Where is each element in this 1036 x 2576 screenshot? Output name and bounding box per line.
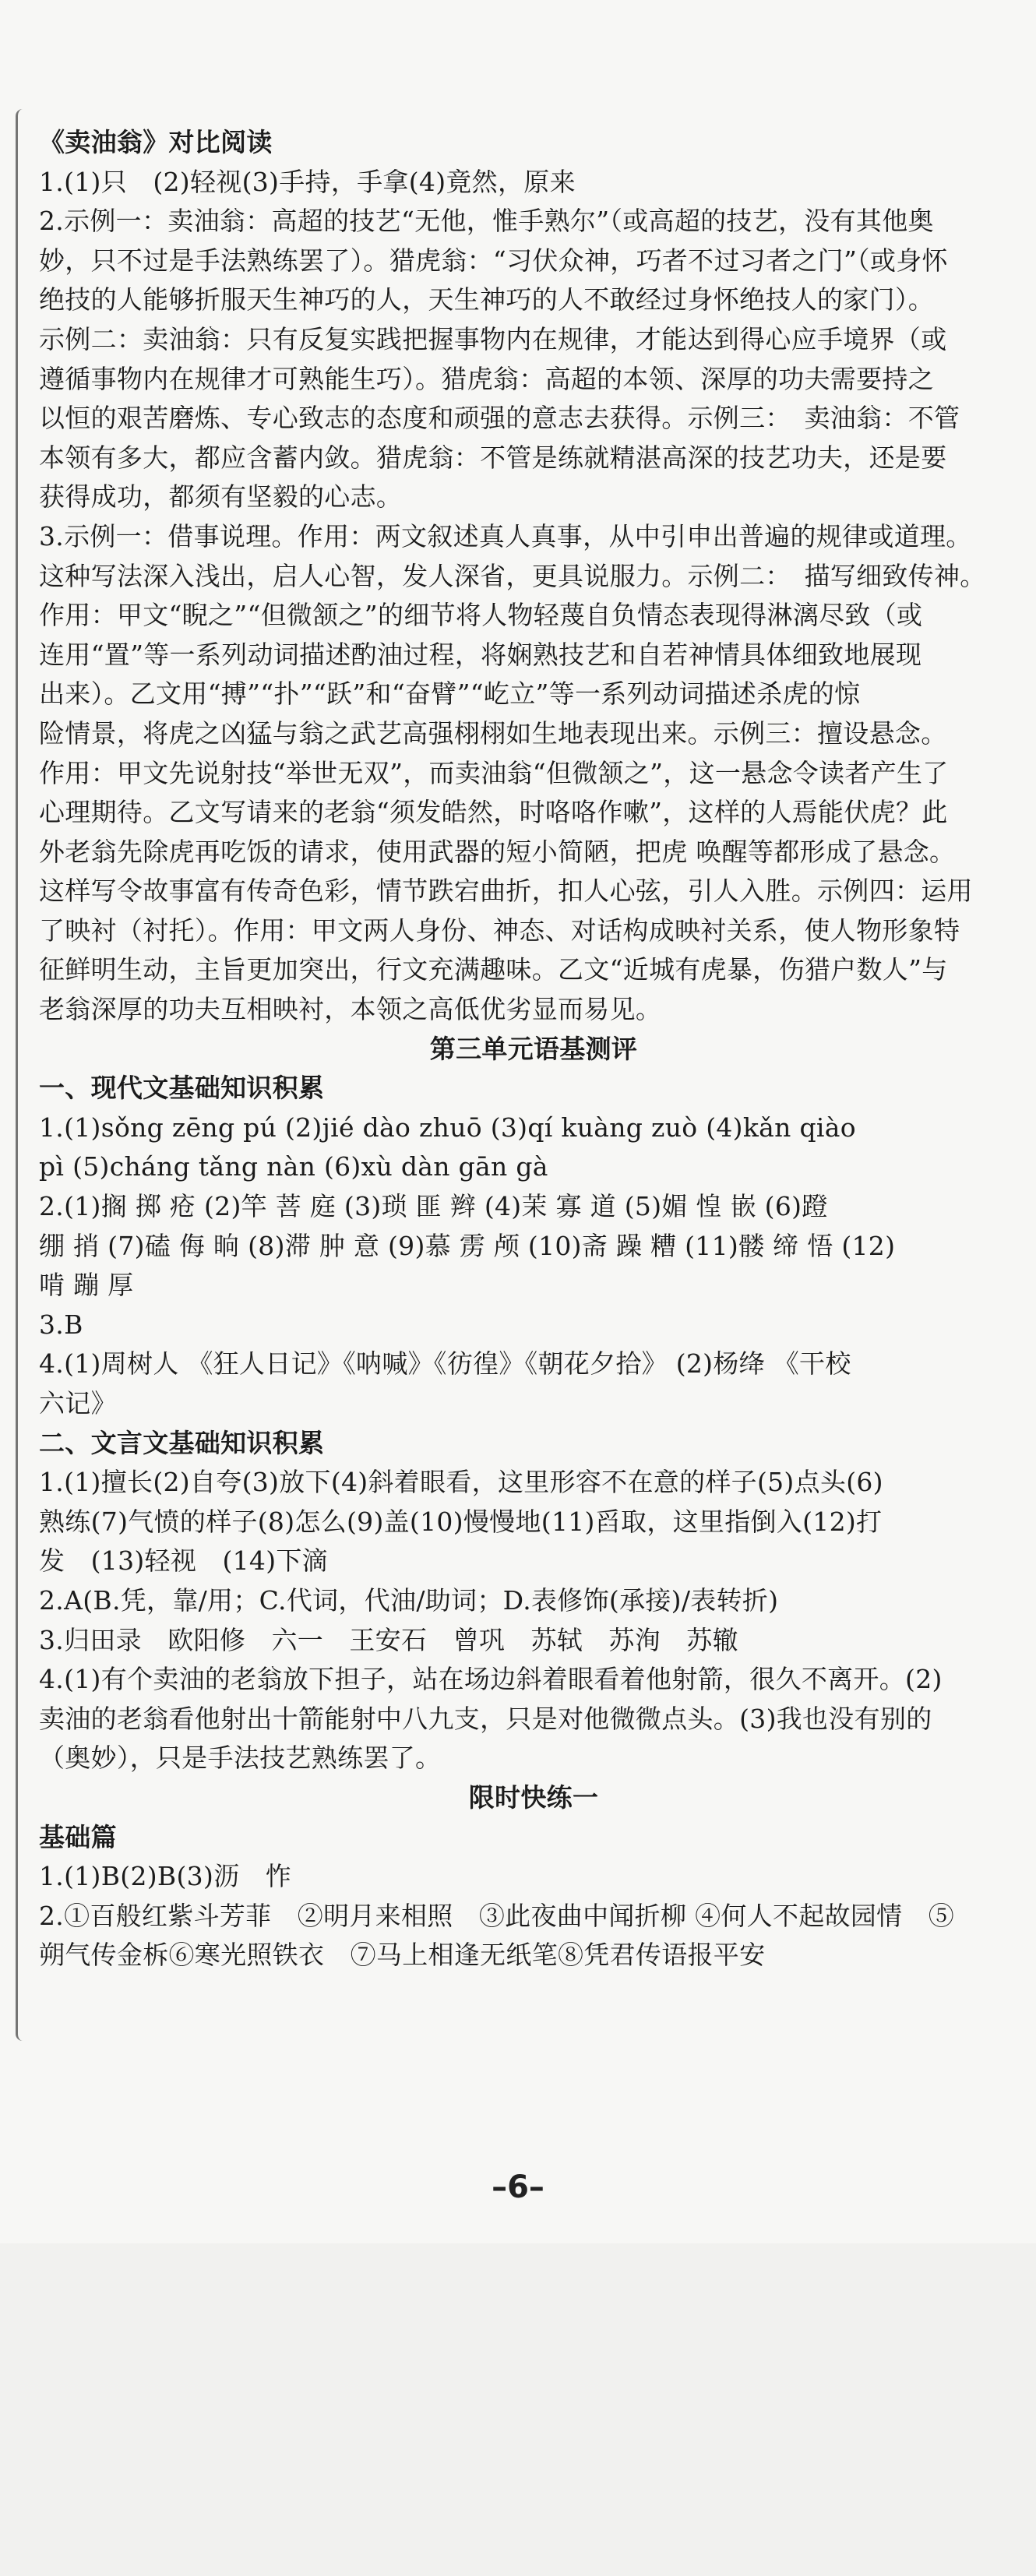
answer-line: 3.归田录 欧阳修 六一 王安石 曾巩 苏轼 苏洵 苏辙 [39, 1624, 738, 1655]
answer-line: 1.(1)只 (2)轻视(3)手持，手拿(4)竟然，原来 [39, 166, 576, 197]
answer-line: 本领有多大，都应含蓄内敛。猎虎翁：不管是练就精湛高深的技艺功夫，还是要 [39, 442, 947, 473]
answer-line: 1.(1)B(2)B(3)沥 怍 [39, 1861, 292, 1892]
answer-line: 心理期待。乙文写请来的老翁“须发皓然，时咯咯作嗽”，这样的人焉能伏虎？此 [39, 797, 948, 828]
section-heading: 《卖油翁》对比阅读 [39, 127, 273, 157]
answer-line: 3.示例一：借事说理。作用：两文叙述真人真事，从中引申出普遍的规律或道理。 [39, 520, 972, 551]
answer-line: 这样写令故事富有传奇色彩，情节跌宕曲折，扣人心弦，引人入胜。示例四：运用 [39, 876, 973, 907]
answer-line: 遵循事物内在规律才可熟能生巧）。猎虎翁：高超的本领、深厚的功夫需要持之 [39, 363, 934, 394]
answer-content [39, 123, 1028, 1975]
answer-line: 作用：甲文“睨之”“但微颔之”的细节将人物轻蔑自负情态表现得淋漓尽致（或 [39, 600, 923, 631]
answer-line: 3.B [39, 1309, 83, 1340]
section-heading: 一、现代文基础知识积累 [39, 1073, 325, 1104]
answer-line: 卖油的老翁看他射出十箭能射中八九支，只是对他微微点头。(3)我也没有别的 [39, 1703, 932, 1734]
answer-line: 了映衬（衬托）。作用：甲文两人身份、神态、对话构成映衬关系，使人物形象特 [39, 914, 960, 946]
answer-line: 朔气传金柝⑥寒光照铁衣 ⑦马上相逢无纸笔⑧凭君传语报平安 [39, 1940, 766, 1971]
answer-line: 2.①百般红紫斗芳菲 ②明月来相照 ③此夜曲中闻折柳 ④何人不起故园情 ⑤ [39, 1900, 955, 1931]
answer-line: 发 (13)轻视 (14)下滴 [39, 1545, 328, 1577]
answer-line: 以恒的艰苦磨炼、专心致志的态度和顽强的意志去获得。示例三： 卖油翁：不管 [39, 403, 960, 434]
answer-line: 绝技的人能够折服天生神巧的人，天生神巧的人不敢经过身怀绝技人的家门）。 [39, 284, 934, 315]
answer-line: 老翁深厚的功夫互相映衬，本领之高低优劣显而易见。 [39, 994, 662, 1025]
answer-line: 险情景，将虎之凶猛与翁之武艺高强栩栩如生地表现出来。示例三：擅设悬念。 [39, 717, 947, 749]
answer-line: 出来）。乙文用“搏”“扑”“跃”和“奋臂”“屹立”等一系列动词描述杀虎的惊 [39, 678, 861, 710]
answer-line: 啃 蹦 厚 [39, 1270, 134, 1301]
answer-line: 作用：甲文先说射技“举世无双”，而卖油翁“但微颔之”，这一悬念令读者产生了 [39, 757, 949, 788]
section-title: 第三单元语基测评 [429, 1033, 638, 1064]
section-heading: 二、文言文基础知识积累 [39, 1427, 325, 1458]
answer-line: 2.示例一：卖油翁：高超的技艺“无他，惟手熟尔”（或高超的技艺，没有其他奥 [39, 206, 934, 237]
blank-footer-area [0, 2243, 1036, 2576]
answer-line: 1.(1)sǒng zēng pú (2)jié dào zhuō (3)qí kuàng zuò (4)kǎn qiào [39, 1112, 856, 1143]
answer-line: 征鲜明生动，主旨更加突出，行文充满趣味。乙文“近城有虎暴，伤猎户数人”与 [39, 954, 948, 985]
answer-line: （奥妙），只是手法技艺熟练罢了。 [39, 1743, 442, 1774]
section-title: 限时快练一 [468, 1781, 599, 1813]
answer-line: 2.(1)搁 掷 疮 (2)竿 菩 庭 (3)琐 匪 辫 (4)茉 寡 道 (5)媚 惶 嵌 (6)蹬 [39, 1191, 828, 1222]
answer-line: 示例二：卖油翁：只有反复实践把握事物内在规律，才能达到得心应手境界（或 [39, 323, 947, 354]
page-number: –6– [492, 2169, 544, 2205]
answer-line: 这种写法深入浅出，启人心智，发人深省，更具说服力。示例二： 描写细致传神。 [39, 560, 986, 591]
answer-line: 4.(1)有个卖油的老翁放下担子，站在场边斜着眼看着他射箭，很久不离开。(2) [39, 1664, 943, 1695]
answer-line: 1.(1)擅长(2)自夸(3)放下(4)斜着眼看，这里形容不在意的样子(5)点头(6) [39, 1467, 883, 1498]
answer-line: 六记》 [39, 1388, 117, 1418]
binding-margin-line [16, 109, 23, 2041]
answer-line: 熟练(7)气愤的样子(8)怎么(9)盖(10)慢慢地(11)舀取，这里指倒入(12)打 [39, 1506, 883, 1537]
answer-line: 连用“置”等一系列动词描述酌油过程，将娴熟技艺和自若神情具体细致地展现 [39, 639, 922, 670]
answer-line: 4.(1)周树人 《狂人日记》《呐喊》《彷徨》《朝花夕拾》 (2)杨绛 《干校 [39, 1348, 851, 1380]
answer-line: 绷 捎 (7)磕 侮 晌 (8)滞 肿 意 (9)慕 雳 颅 (10)斋 躁 糟 (11)髅 缔 悟 (12) [39, 1230, 896, 1261]
answer-line: pì (5)cháng tǎng nàn (6)xù dàn gān gà [39, 1151, 548, 1182]
answer-line: 2.A(B.凭，靠/用；C.代词，代油/助词；D.表修饰(承接)/表转折) [39, 1584, 779, 1616]
answer-line: 妙，只不过是手法熟练罢了）。猎虎翁：“习伏众神，巧者不过习者之门”（或身怀 [39, 245, 948, 276]
section-heading: 基础篇 [39, 1821, 117, 1852]
answer-line: 获得成功，都须有坚毅的心志。 [39, 481, 403, 513]
answer-line: 外老翁先除虎再吃饭的请求，使用武器的短小简陋，把虎 唤醒等都形成了悬念。 [39, 836, 956, 867]
